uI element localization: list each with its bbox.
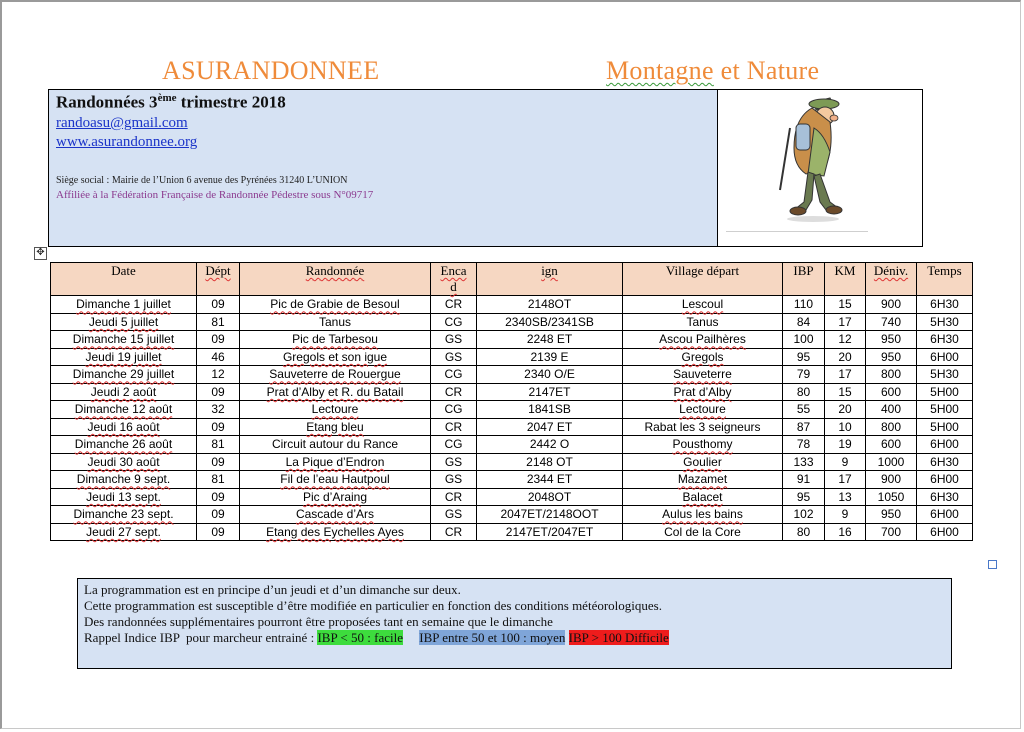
note-line-4	[84, 630, 669, 646]
cell-km: 9	[825, 453, 866, 471]
cell-randonnee	[240, 453, 431, 471]
cell-randonnee	[240, 296, 431, 314]
ibp-easy-badge: IBP < 50 : facile	[317, 630, 403, 645]
cell-village	[623, 383, 783, 401]
illustration-rule	[726, 231, 868, 232]
cell-km: 13	[825, 488, 866, 506]
cell-date	[51, 331, 197, 349]
cell-randonnee	[240, 418, 431, 436]
cell-date	[51, 418, 197, 436]
cell-temps: 6H30	[917, 331, 973, 349]
cell-village: Tanus	[623, 313, 783, 331]
cell-village-text: Mazamet	[677, 472, 728, 487]
cell-deniv: 700	[866, 523, 917, 541]
cell-km: 17	[825, 313, 866, 331]
cell-date-text: Dimanche 26 août	[74, 437, 173, 452]
cell-ibp: 84	[783, 313, 825, 331]
cell-ibp: 80	[783, 523, 825, 541]
cell-temps: 5H30	[917, 366, 973, 384]
cell-ibp: 55	[783, 401, 825, 419]
cell-km: 15	[825, 383, 866, 401]
cell-dept: 09	[197, 418, 240, 436]
cell-temps: 5H00	[917, 383, 973, 401]
cell-dept: 09	[197, 506, 240, 524]
program-table	[50, 262, 973, 541]
cell-deniv: 800	[866, 418, 917, 436]
header-temps: Temps	[917, 263, 973, 296]
cell-ibp: 133	[783, 453, 825, 471]
cell-ign: 2148 OT	[477, 453, 623, 471]
cell-village	[623, 296, 783, 314]
cell-randonnee-text: Gregols et son igue	[282, 349, 388, 364]
cell-km: 10	[825, 418, 866, 436]
cell-date	[51, 383, 197, 401]
website-link[interactable]: www.asurandonnee.org	[56, 134, 198, 150]
cell-date-text: Jeudi 30 août	[87, 454, 160, 469]
cell-dept: 09	[197, 488, 240, 506]
header-ign	[477, 263, 623, 296]
cell-temps: 5H00	[917, 418, 973, 436]
cell-encad: CG	[431, 401, 477, 419]
cell-date	[51, 453, 197, 471]
cell-village-text: Sauveterre	[673, 367, 732, 382]
cell-village	[623, 471, 783, 489]
cell-km: 20	[825, 401, 866, 419]
header-dept-label: Dépt	[205, 263, 231, 278]
header-deniv	[866, 263, 917, 296]
table-row	[51, 366, 973, 384]
cell-randonnee-text: Prat d’Alby et R. du Batail	[266, 384, 404, 399]
cell-ign: 2340SB/2341SB	[477, 313, 623, 331]
cell-village-text: Pousthomy	[672, 437, 733, 452]
cell-date	[51, 436, 197, 454]
cell-village: Rabat les 3 seigneurs	[623, 418, 783, 436]
cell-ign: 2340 O/E	[477, 366, 623, 384]
cell-deniv: 740	[866, 313, 917, 331]
cell-date-text: Dimanche 29 juillet	[72, 367, 175, 382]
cell-deniv: 900	[866, 471, 917, 489]
cell-ign: 2148OT	[477, 296, 623, 314]
cell-date	[51, 401, 197, 419]
cell-randonnee-text: Pic de Grabie de Besoul	[270, 297, 400, 312]
cell-temps: 6H00	[917, 506, 973, 524]
cell-ibp: 91	[783, 471, 825, 489]
cell-dept: 81	[197, 436, 240, 454]
cell-date-text: Dimanche 23 sept.	[73, 507, 174, 522]
cell-village	[623, 331, 783, 349]
cell-km: 9	[825, 506, 866, 524]
siege-social: Siège social : Mairie de l’Union 6 avenue des Pyrénées 31240 L’UNION	[56, 175, 348, 186]
cell-deniv: 950	[866, 331, 917, 349]
cell-randonnee-text: Sauveterre de Rouergue	[269, 367, 401, 382]
cell-randonnee-text: Lectoure	[311, 402, 359, 417]
note-line-3: Des randonnées supplémentaires pourront être proposées tant en semaine que le dimanche	[84, 614, 553, 629]
table-row	[51, 488, 973, 506]
cell-randonnee	[240, 401, 431, 419]
cell-village	[623, 453, 783, 471]
illustration-cell	[718, 90, 922, 246]
cell-randonnee-text: Pic de Tarbesou	[292, 332, 378, 347]
cell-randonnee	[240, 348, 431, 366]
hiker-illustration	[768, 94, 858, 224]
table-row	[51, 401, 973, 419]
note-line-2: Cette programmation est susceptible d’être modifiée en particulier en fonction des conditions météorologiques.	[84, 598, 662, 613]
cell-randonnee-text: Fil de l’eau Hautpoul	[280, 472, 390, 487]
cell-ign: 2147ET	[477, 383, 623, 401]
ibp-medium-badge: IBP entre 50 et 100 : moyen	[419, 630, 566, 645]
program-heading	[56, 92, 286, 113]
table-row	[51, 506, 973, 524]
table-row	[51, 523, 973, 541]
cell-km: 15	[825, 296, 866, 314]
cell-deniv: 1000	[866, 453, 917, 471]
header-date: Date	[51, 263, 197, 296]
cell-ign: 2344 ET	[477, 471, 623, 489]
header-randonnee-label: Randonnée	[305, 263, 365, 278]
cell-km: 12	[825, 331, 866, 349]
table-row	[51, 453, 973, 471]
cell-randonnee	[240, 488, 431, 506]
cell-encad: CR	[431, 523, 477, 541]
cell-date	[51, 488, 197, 506]
cell-date-text: Jeudi 2 août	[90, 384, 157, 399]
header-dept	[197, 263, 240, 296]
cell-encad: CR	[431, 383, 477, 401]
cell-encad: GS	[431, 506, 477, 524]
cell-temps: 5H00	[917, 401, 973, 419]
cell-km: 19	[825, 436, 866, 454]
cell-date-text: Dimanche 12 août	[74, 402, 173, 417]
cell-temps: 6H00	[917, 523, 973, 541]
cell-ibp: 79	[783, 366, 825, 384]
cell-village-text: Lectoure	[679, 402, 726, 417]
cell-encad: CR	[431, 296, 477, 314]
note-line-1: La programmation est en principe d’un jeudi et d’un dimanche sur deux.	[84, 582, 461, 597]
cell-ibp: 80	[783, 383, 825, 401]
title-montagne-nature	[606, 56, 819, 86]
cell-encad: CG	[431, 366, 477, 384]
cell-randonnee: Tanus	[240, 313, 431, 331]
cell-encad: CG	[431, 436, 477, 454]
header-ibp: IBP	[783, 263, 825, 296]
cell-village-text: Balacet	[682, 489, 723, 504]
cell-date	[51, 506, 197, 524]
cell-temps: 5H30	[917, 313, 973, 331]
cell-randonnee-text: Etang bleu	[306, 419, 364, 434]
cell-ibp: 95	[783, 348, 825, 366]
cell-ibp: 110	[783, 296, 825, 314]
table-row	[51, 383, 973, 401]
cell-temps: 6H30	[917, 296, 973, 314]
cell-date	[51, 471, 197, 489]
table-resize-handle[interactable]	[988, 560, 997, 569]
cell-ibp: 102	[783, 506, 825, 524]
cell-randonnee-text: Etang des Eychelles Ayes	[266, 524, 404, 539]
cell-date	[51, 313, 197, 331]
cell-temps: 6H30	[917, 488, 973, 506]
cell-dept: 09	[197, 453, 240, 471]
cell-dept: 09	[197, 383, 240, 401]
cell-km: 20	[825, 348, 866, 366]
cell-ign: 2442 O	[477, 436, 623, 454]
cell-deniv: 600	[866, 436, 917, 454]
cell-km: 16	[825, 523, 866, 541]
cell-date-text: Jeudi 5 juillet	[88, 314, 159, 329]
header-randonnee	[240, 263, 431, 296]
cell-dept: 09	[197, 331, 240, 349]
cell-date	[51, 523, 197, 541]
cell-date-text: Jeudi 27 sept.	[86, 524, 161, 539]
cell-date-text: Jeudi 16 août	[87, 419, 160, 434]
header-encad	[431, 263, 477, 296]
ibp-reminder-label: Rappel Indice IBP pour marcheur entrainé :	[84, 630, 318, 645]
cell-temps: 6H00	[917, 471, 973, 489]
cell-ign: 2139 E	[477, 348, 623, 366]
cell-dept: 12	[197, 366, 240, 384]
cell-deniv: 950	[866, 506, 917, 524]
cell-dept: 81	[197, 471, 240, 489]
cell-ign: 2248 ET	[477, 331, 623, 349]
cell-ign: 2147ET/2047ET	[477, 523, 623, 541]
header-ign-label: ign	[541, 263, 558, 278]
cell-encad: GS	[431, 453, 477, 471]
cell-village	[623, 401, 783, 419]
header-box	[48, 89, 923, 247]
cell-date	[51, 296, 197, 314]
cell-randonnee	[240, 471, 431, 489]
cell-randonnee	[240, 523, 431, 541]
table-row	[51, 296, 973, 314]
cell-km: 17	[825, 366, 866, 384]
cell-dept: 81	[197, 313, 240, 331]
cell-encad: GS	[431, 471, 477, 489]
cell-randonnee-text: Cascade d’Ars	[295, 507, 375, 522]
cell-ibp: 100	[783, 331, 825, 349]
cell-deniv: 800	[866, 366, 917, 384]
table-row	[51, 436, 973, 454]
table-header-row	[51, 263, 973, 296]
move-handle-icon[interactable]: ✥	[34, 247, 47, 260]
cell-encad: GS	[431, 331, 477, 349]
cell-randonnee	[240, 506, 431, 524]
cell-ibp: 78	[783, 436, 825, 454]
cell-village	[623, 366, 783, 384]
header-km: KM	[825, 263, 866, 296]
cell-temps: 6H00	[917, 348, 973, 366]
cell-randonnee	[240, 366, 431, 384]
cell-dept: 09	[197, 296, 240, 314]
cell-village-text: Ascou Pailhères	[659, 332, 746, 347]
title-asurandonnee: ASURANDONNEE	[162, 56, 380, 85]
cell-ibp: 87	[783, 418, 825, 436]
table-row	[51, 348, 973, 366]
cell-ibp: 95	[783, 488, 825, 506]
table-row	[51, 331, 973, 349]
cell-deniv: 400	[866, 401, 917, 419]
cell-randonnee-text: Pic d’Araing	[302, 489, 368, 504]
table-row	[51, 418, 973, 436]
cell-randonnee-text: La Pique d’Endron	[285, 454, 385, 469]
header-deniv-label: Déniv.	[873, 263, 909, 278]
cell-village	[623, 506, 783, 524]
cell-randonnee: Circuit autour du Rance	[240, 436, 431, 454]
cell-date	[51, 366, 197, 384]
cell-village-text: Lescoul	[681, 297, 724, 312]
title-word-et-nature: et Nature	[713, 56, 820, 85]
info-cell	[49, 90, 718, 246]
table-row	[51, 471, 973, 489]
ibp-hard-badge: IBP > 100 Difficile	[568, 630, 669, 645]
cell-km: 17	[825, 471, 866, 489]
cell-date-text: Dimanche 9 sept.	[76, 472, 171, 487]
cell-deniv: 900	[866, 296, 917, 314]
cell-village-text: Prat d’Alby	[673, 384, 732, 399]
cell-randonnee	[240, 331, 431, 349]
cell-village: Col de la Core	[623, 523, 783, 541]
cell-dept: 32	[197, 401, 240, 419]
email-link[interactable]: randoasu@gmail.com	[56, 115, 188, 131]
cell-village-text: Gregols	[681, 349, 724, 364]
cell-ign: 2048OT	[477, 488, 623, 506]
cell-ign: 2047ET/2148OOT	[477, 506, 623, 524]
cell-date-text: Jeudi 19 juillet	[85, 349, 162, 364]
heading-main: Randonnées 3	[56, 92, 158, 112]
cell-deniv: 950	[866, 348, 917, 366]
cell-ign: 1841SB	[477, 401, 623, 419]
table-row	[51, 313, 973, 331]
cell-village	[623, 436, 783, 454]
cell-dept: 46	[197, 348, 240, 366]
cell-date	[51, 348, 197, 366]
affiliation: Affiliée à la Fédération Française de Randonnée Pédestre sous N°09717	[56, 189, 374, 201]
notes-box	[77, 578, 952, 669]
cell-temps: 6H00	[917, 436, 973, 454]
header-encad-label: Encad	[440, 263, 467, 294]
cell-village	[623, 488, 783, 506]
cell-temps: 6H30	[917, 453, 973, 471]
cell-deniv: 1050	[866, 488, 917, 506]
cell-village-text: Aulus les bains	[662, 507, 743, 522]
cell-ign: 2047 ET	[477, 418, 623, 436]
cell-dept: 09	[197, 523, 240, 541]
cell-date-text: Jeudi 13 sept.	[86, 489, 161, 504]
cell-encad: CR	[431, 418, 477, 436]
header-village: Village départ	[623, 263, 783, 296]
cell-village	[623, 348, 783, 366]
ibp-spacer	[403, 630, 419, 645]
heading-sup: ème	[157, 92, 177, 104]
cell-date-text: Dimanche 15 juillet	[72, 332, 175, 347]
cell-encad: CG	[431, 313, 477, 331]
title-word-montagne: Montagne	[606, 56, 714, 85]
cell-date-text: Dimanche 1 juillet	[76, 297, 171, 312]
cell-encad: GS	[431, 348, 477, 366]
cell-village-text: Goulier	[683, 454, 722, 469]
cell-randonnee	[240, 383, 431, 401]
heading-rest: trimestre 2018	[176, 92, 286, 112]
cell-deniv: 600	[866, 383, 917, 401]
cell-encad: CR	[431, 488, 477, 506]
